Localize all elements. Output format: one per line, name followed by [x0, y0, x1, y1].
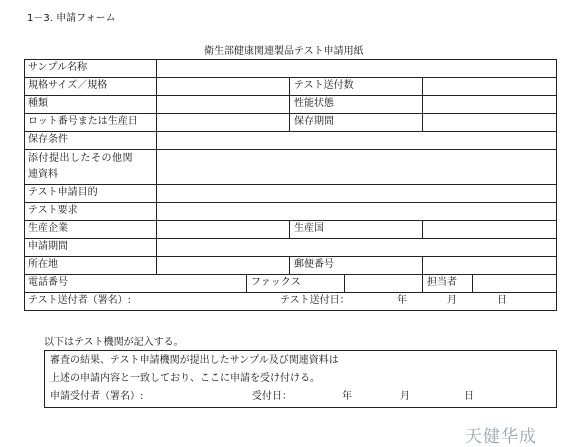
label-sender: テスト送付者（署名）:	[28, 295, 131, 306]
label-attachments-line2: 連資料	[28, 169, 58, 180]
form-title: 衛生部健康関連製品テスト申請用紙	[204, 46, 364, 57]
label-storage-period: 保存期間	[294, 116, 334, 127]
agency-year: 年	[342, 391, 352, 402]
label-kind: 種類	[28, 98, 48, 109]
agency-line1: 審査の結果、テスト申請機関が提出したサンプル及び関連資料は	[50, 355, 339, 366]
label-day: 日	[497, 295, 507, 306]
label-attachments-line1: 添付提出したその他関	[28, 153, 133, 164]
agency-receipt-date: 受付日：	[252, 391, 292, 402]
label-country: 生産国	[294, 223, 324, 234]
label-person: 担当者	[427, 277, 457, 288]
label-address: 所在地	[28, 259, 58, 270]
label-phone: 電話番号	[28, 277, 68, 288]
agency-box	[44, 350, 557, 408]
agency-receiver: 申請受付者（署名）:	[50, 391, 144, 402]
label-spec: 規格サイズ／規格	[28, 80, 108, 91]
label-request: テスト要求	[28, 205, 78, 216]
label-maker: 生産企業	[28, 223, 68, 234]
label-performance: 性能状態	[294, 98, 334, 109]
label-month: 月	[447, 295, 457, 306]
agency-month: 月	[400, 391, 410, 402]
section-heading: 1－3. 申請フォーム	[27, 13, 116, 24]
label-send-date: テスト送付日：	[280, 295, 350, 306]
agency-note: 以下はテスト機関が記入する。	[44, 337, 184, 348]
agency-day: 日	[464, 391, 474, 402]
label-test-count: テスト送付数	[294, 80, 354, 91]
label-storage-condition: 保存条件	[28, 134, 68, 145]
watermark: 天健华成	[465, 427, 537, 447]
label-postal: 郵便番号	[294, 259, 334, 270]
label-year: 年	[397, 295, 407, 306]
label-fax: ファックス	[251, 277, 301, 288]
agency-line2: 上述の申請内容と一致しており、ここに申請を受け付ける。	[50, 373, 320, 384]
label-lot: ロット番号または生産日	[28, 116, 138, 127]
label-sample-name: サンプル名称	[28, 62, 88, 73]
label-period: 申請期間	[28, 241, 68, 252]
label-purpose: テスト申請目的	[28, 187, 98, 198]
